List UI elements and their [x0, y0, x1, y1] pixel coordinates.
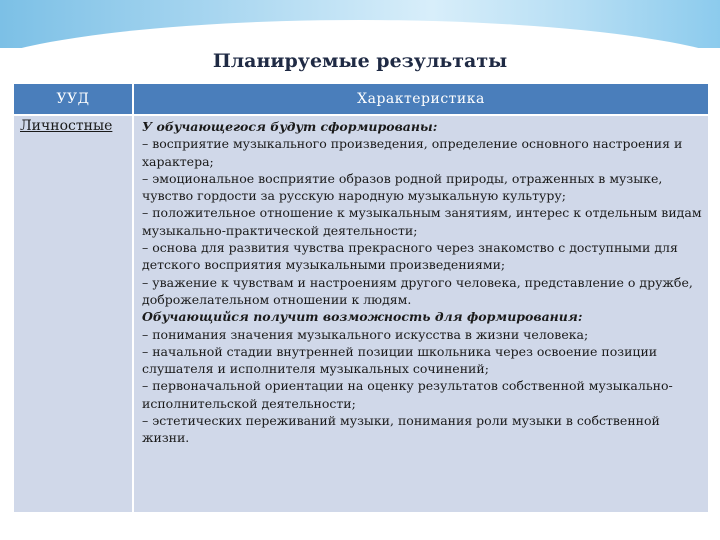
column-header-characteristic: Характеристика — [133, 84, 708, 115]
column-header-uud: УУД — [14, 84, 133, 115]
section2-item: – понимания значения музыкального искусства в жизни человека; — [142, 326, 589, 342]
results-table — [14, 84, 708, 512]
table-header-row — [14, 84, 708, 115]
section1-item: – уважение к чувствам и настроениям другого человека, представление о дружбе, доброжелательном отношении к людям. — [142, 274, 693, 307]
section1-item: – положительное отношение к музыкальным занятиям, интерес к отдельным видам музыкально-практической деятельности; — [142, 205, 702, 238]
section1-item: – эмоциональное восприятие образов родной природы, отраженных в музыке, чувство гордости за русскую народную музыкальную культуру; — [142, 170, 663, 204]
section2-item: – начальной стадии внутренней позиции школьника через освоение позиции слушателя и исполнителя музыкальных сочинений; — [142, 343, 658, 377]
table-row — [14, 115, 708, 512]
section2-item: – эстетических переживаний музыки, понимания роли музыки в собственной жизни. — [142, 413, 660, 446]
section1-item: – восприятие музыкального произведения, определение основного настроения и характера; — [142, 136, 683, 169]
section1-heading: У обучающегося будут сформированы: — [142, 119, 438, 134]
characteristic-cell — [133, 115, 708, 512]
section2-item: – первоначальной ориентации на оценку результатов собственной музыкально-исполнительской деятельности; — [142, 378, 673, 411]
row-label: Личностные — [20, 118, 113, 134]
row-label-cell — [14, 115, 133, 512]
section2-heading: Обучающийся получит возможность для формирования: — [142, 309, 583, 325]
section1-item: – основа для развития чувства прекрасного через знакомство с доступными для детского восприятия музыкальными произведениями; — [142, 240, 678, 273]
page-title: Планируемые результаты — [212, 50, 508, 72]
